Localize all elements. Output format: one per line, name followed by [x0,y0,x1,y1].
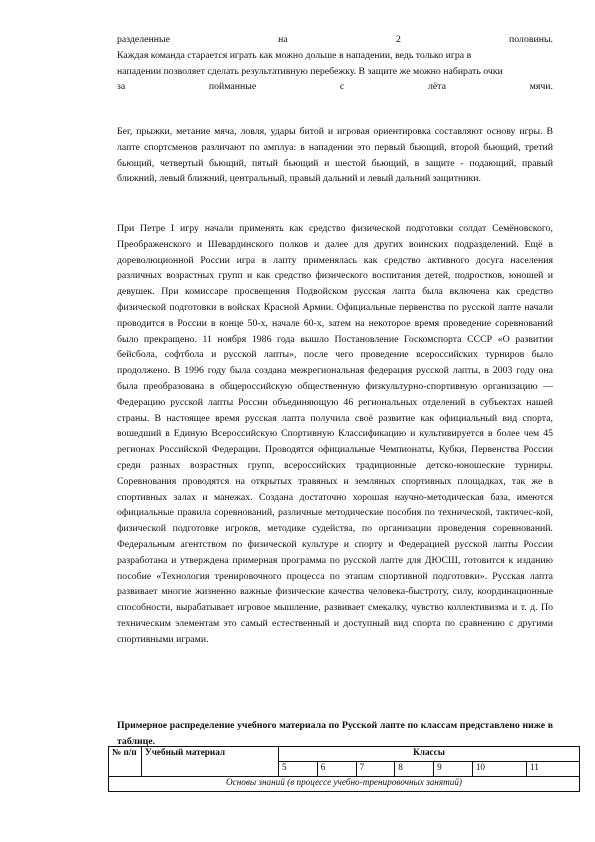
word: 2 [395,34,401,45]
word: за [117,81,126,93]
grade-cell: 7 [356,762,395,777]
word: лёта [427,81,446,93]
word: с [339,81,345,93]
paragraph-2: Бег, прыжки, метание мяча, ловля, удары битой и игровая ориентировка составляют основу игры. В лапте спортсменов различают по амплуа: в нападении это первый бьющий, второй бьющий, третий бьющий, четвертый бьющий, пятый бьющий и шестой бьющий, в защите - подающий, правый ближний, левый ближний, центральный, правый дальний и левый дальний защитники. [117,126,553,185]
curriculum-table [108,746,580,792]
word: половины. [509,34,553,45]
word: разделенные [117,34,170,45]
word: на [278,34,288,45]
column-classes-header: Классы [279,747,580,762]
paragraph-1-line-4 [117,79,553,95]
grade-cell: 10 [472,762,526,777]
word: мячи. [529,81,553,93]
column-number-header: № п/п [109,747,142,777]
grade-cell: 6 [317,762,356,777]
paragraph-1-line-2: Каждая команда старается играть как можно дольше в нападении, ведь только игра в [117,49,472,61]
word: пойманные [208,81,257,93]
paragraph-1-line-1 [117,32,553,48]
column-material-header: Учебный материал [142,747,279,777]
grade-cell: 5 [279,762,318,777]
grade-cell: 9 [434,762,473,777]
table-section-row [109,777,580,792]
section-basics-of-knowledge: Основы знаний (в процессе учебно-тренировочных занятий) [109,777,580,792]
grade-cell: 11 [526,762,579,777]
grade-cell: 8 [395,762,434,777]
paragraph-3: При Петре I игру начали применять как средство физической подготовки солдат Семёновского, Преображенского и Шевардинского полков и далее для других воинских подразделений. Ещё в дореволюционной России игра в лапту применялась как средство активного досуга населения различных возрастных групп и как средство физического воспитания детей, подростков, юношей и девушек. При комиссаре просвещения Подвойском русская лапта была включена как средство физической подготовки в войсках Красной Армии. Официальные первенства по русской лапте начали проводится в России в конце 50-х, начале 60-х, затем на некоторое время проведение соревнований было прекращено. 11 ноября 1986 года вышло Постановление Госкомспорта СССР «О развитии бейсбола, софтбола и русской лапты», после чего проведение всероссийских турниров было продолжено. В 1996 году была создана межрегиональная федерация русской лапты, в 2003 году она была преобразована в общероссийскую общественную физкультурно-спортивную организацию — Федерацию русской лапты России объединяющую 46 региональных отделений в субъектах нашей страны. В настоящее время русская лапта получила своё развитие как официальный вид спорта, вошедший в Единую Всероссийскую Спортивную Классификацию и культивируется в более чем 45 регионах Российской Федерации. Проводятся официальные Чемпионаты, Кубки, Первенства России среди разных возрастных групп, всероссийских традиционные детско-юношеские турниры. Соревнования проводятся на открытых травяных и земляных спортивных площадках, так же в спортивных залах и манежах. Создана достаточно хорошая научно-методическая база, имеются официальные правила соревнований, различные методические пособия по технической, тактичес-кой, физической подготовке игроков, методике судейства, по организации проведения соревнований. Федеральным агентством по физической культуре и спорту и Федерацией русской лапты России разработана и утверждена примерная программа по русской лапте для ДЮСШ, готовится к изданию пособие «Технология тренировочного процесса по этапам спортивной подготовки». Русская лапта развивает многие жизненно важные физические качества человека-быстроту, силу, координационные способности, вырабатывает игровое мышление, развивает смекалку, чувство коллективизма и т. д. По техническим элементам это самый естественный и доступный вид спорта по сравнению с другими спортивными играми. [117,223,553,645]
table-header-row [109,747,580,762]
table-intro: Примерное распределение учебного материала по Русской лапте по классам представлено ниже в таблице. [117,720,553,747]
paragraph-1-line-3: нападении позволяет сделать результативную перебежку. В защите же можно набирать очки [117,65,503,77]
paragraph-1 [117,32,553,95]
